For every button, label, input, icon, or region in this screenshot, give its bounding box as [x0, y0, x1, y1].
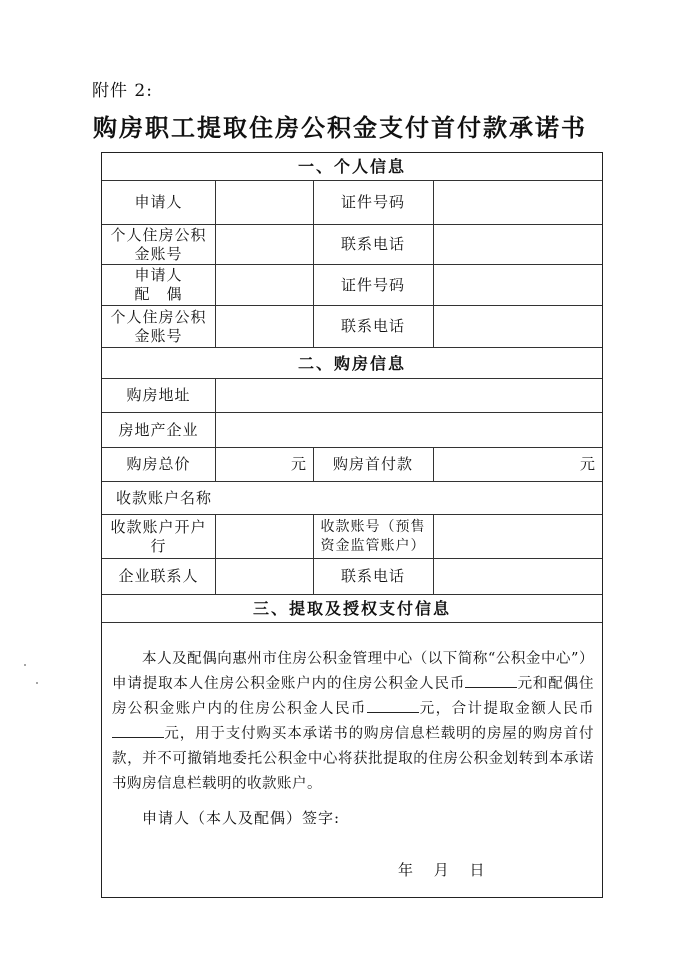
section-header-purchase: 二、购房信息 [297, 353, 406, 373]
blank-line [112, 723, 164, 738]
commitment-form [101, 152, 603, 898]
id-number-label: 证件号码 [340, 193, 405, 211]
attachment-label: 附件 2: [92, 81, 153, 101]
spouse-id-label: 证件号码 [340, 275, 405, 294]
contact-label: 企业联系人 [118, 567, 199, 585]
spouse-label: 申请人 配 偶 [134, 266, 183, 303]
total-price-label: 购房总价 [126, 455, 191, 473]
spouse-phone-label: 联系电话 [340, 317, 405, 335]
payee-name-label: 收款账户名称 [116, 488, 213, 507]
down-payment-label: 购房首付款 [332, 455, 413, 473]
phone-label: 联系电话 [340, 235, 405, 253]
date-label: 年 月 日 [398, 861, 486, 879]
blank-line [465, 673, 517, 688]
commitment-paragraph: 本人及配偶向惠州市住房公积金管理中心（以下简称“公积金中心”）申请提取本人住房公积金账户内的住房公积金人民币 元和配偶住房公积金账户内的住房公积金人民币 元，合计提取金额人民币元，用于支付购买本承诺书的购房信息栏载明的房屋的购房首付款，并不可撤销地委托公积金中心将获批提取的住房公积金划转到本承诺书购房信息栏载明的收款账户。 [112, 651, 595, 792]
developer-label: 房地产企业 [118, 420, 199, 439]
section-header-personal: 一、个人信息 [297, 157, 406, 176]
contact-phone-label: 联系电话 [340, 567, 405, 585]
payee-account-label: 收款账号（预售 资金监管账户） [320, 518, 426, 554]
page-title: 购房职工提取住房公积金支付首付款承诺书 [93, 113, 587, 142]
total-price-unit: 元 [290, 455, 307, 473]
applicant-label: 申请人 [134, 193, 183, 211]
section-header-authorization: 三、提取及授权支付信息 [252, 599, 451, 618]
scan-speck [36, 682, 38, 684]
spouse-fund-account-label: 个人住房公积 金账号 [110, 307, 207, 345]
bank-label: 收款账户开户 行 [110, 517, 207, 555]
down-payment-unit: 元 [579, 455, 596, 473]
scan-speck [24, 664, 26, 666]
fund-account-label: 个人住房公积 金账号 [110, 225, 207, 263]
signature-label: 申请人（本人及配偶）签字: [142, 809, 341, 827]
address-label: 购房地址 [126, 386, 191, 404]
blank-line [367, 698, 419, 713]
